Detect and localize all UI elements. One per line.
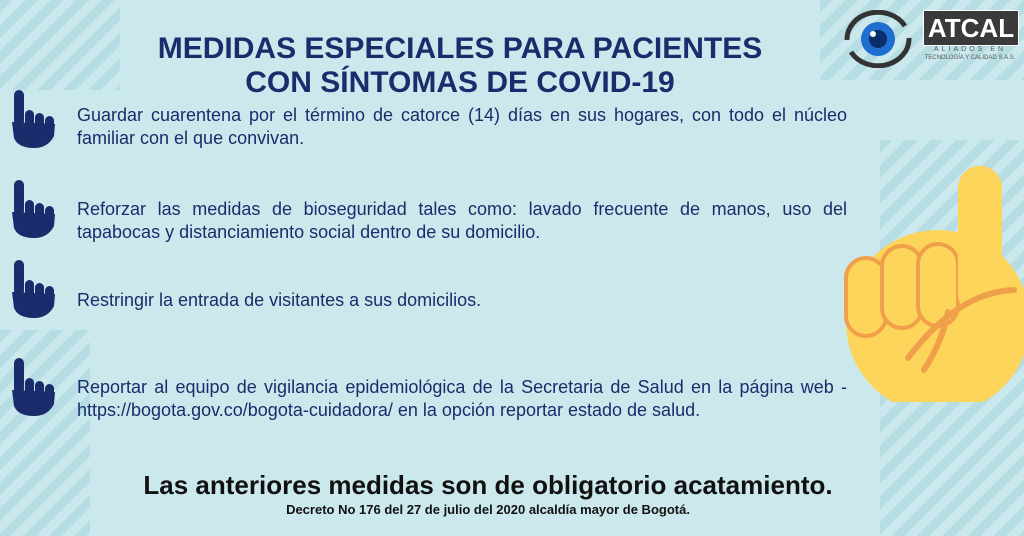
item-text: Guardar cuarentena por el término de catorce (14) días en sus hogares, con todo el núcleo familiar con el que convivan. (77, 105, 847, 148)
title-line-2: CON SÍNTOMAS DE COVID-19 (245, 66, 675, 99)
logo-tagline: ALIADOS EN (933, 46, 1006, 53)
item-text: Reportar al equipo de vigilancia epidemiológica de la Secretaria de Salud en la página web - https://bogota.gov.co/bogota-cuidadora/ en la opción reportar estado de salud. (77, 377, 847, 420)
mandatory-notice: Las anteriores medidas son de obligatorio acatamiento. (143, 470, 833, 500)
pointing-hand-icon (8, 258, 60, 320)
eye-logo-icon (843, 10, 913, 68)
pointing-hand-icon (8, 178, 60, 240)
page-title (90, 32, 830, 100)
pointing-hand-icon (8, 356, 60, 418)
title-line-1: MEDIDAS ESPECIALES PARA PACIENTES (157, 32, 763, 65)
pointing-hand-icon (8, 88, 60, 150)
item-text: Reforzar las medidas de bioseguridad tales como: lavado frecuente de manos, uso del tapabocas y distanciamiento social dentro de su domicilio. (77, 199, 847, 242)
decree-reference: Decreto No 176 del 27 de julio del 2020 alcaldía mayor de Bogotá. (286, 502, 690, 517)
logo-wordmark: ATCAL (923, 10, 1019, 46)
item-text: Restringir la entrada de visitantes a sus domicilios. (77, 290, 482, 310)
raised-index-finger-icon (838, 162, 1024, 402)
logo-company-name: TECNOLOGÍA Y CALIDAD S.A.S. (924, 55, 1016, 61)
atcal-logo (843, 8, 1019, 68)
